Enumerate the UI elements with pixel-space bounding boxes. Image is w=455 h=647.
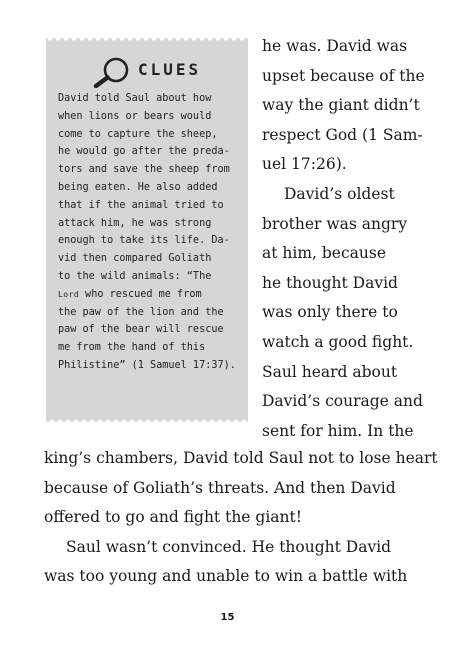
clues-title: CLUES <box>138 60 202 79</box>
text-line-indented: David’s oldest <box>284 184 395 203</box>
clues-line: that if the animal tried to <box>58 199 224 211</box>
text-line: was too young and unable to win a battle with <box>44 567 408 586</box>
text-line: Saul heard about <box>262 362 398 381</box>
clues-line: he would go after the preda- <box>58 146 230 158</box>
full-width-text <box>44 444 444 592</box>
text-line: he thought David <box>262 273 398 292</box>
text-line: because of Goliath’s threats. And then David <box>44 478 396 497</box>
text-line: he was. David was <box>262 37 408 55</box>
clues-line: the paw of the lion and the <box>58 306 224 318</box>
text-line: sent for him. In the <box>262 421 414 440</box>
clues-sidebar <box>46 38 248 422</box>
clues-line-lord <box>58 286 238 304</box>
text-line: king’s chambers, David told Saul not to lose heart <box>44 449 438 467</box>
clues-line: come to capture the sheep, <box>58 128 218 140</box>
clues-line: enough to take its life. Da- <box>58 235 230 247</box>
right-column-text <box>262 32 447 446</box>
clues-line: when lions or bears would <box>58 110 212 122</box>
lord-small-caps: Lord <box>58 288 79 299</box>
clues-line: tors and save the sheep from <box>58 164 230 176</box>
clues-line: vid then compared Goliath <box>58 253 212 265</box>
text-line: David’s courage and <box>262 392 423 411</box>
text-line: upset because of the <box>262 66 425 85</box>
page-number: 15 <box>220 612 235 623</box>
clues-line: me from the hand of this <box>58 342 206 354</box>
text-line: respect God (1 Sam- <box>262 125 423 144</box>
magnifying-glass-icon <box>92 56 132 88</box>
text-line: offered to go and fight the giant! <box>44 508 302 527</box>
clues-text <box>46 90 248 375</box>
text-line: was only there to <box>262 303 398 322</box>
clues-line: to the wild animals: “The <box>58 270 212 282</box>
clues-line: attack him, he was strong <box>58 217 212 229</box>
text-line: uel 17:26). <box>262 155 347 174</box>
text-line: at him, because <box>262 244 387 263</box>
clues-line: David told Saul about how <box>58 93 212 104</box>
text-line: way the giant didn’t <box>262 96 420 115</box>
clues-header <box>46 56 248 86</box>
text-line: brother was angry <box>262 214 408 233</box>
clues-line: being eaten. He also added <box>58 181 218 193</box>
clues-line: paw of the bear will rescue <box>58 324 224 336</box>
text-line-indented: Saul wasn’t convinced. He thought David <box>66 537 392 556</box>
lord-line-rest: who rescued me from <box>78 288 202 300</box>
text-line: watch a good fight. <box>262 332 414 351</box>
clues-line: Philistine” (1 Samuel 17:37). <box>58 359 236 371</box>
